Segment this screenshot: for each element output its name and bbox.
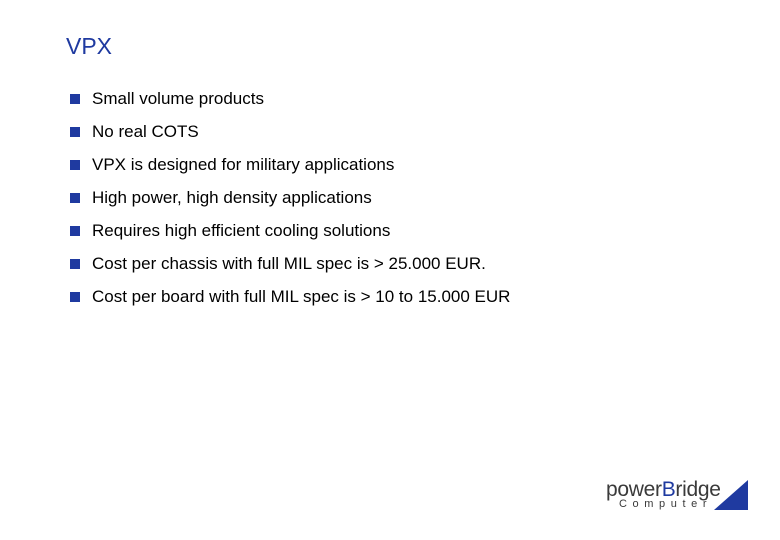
logo-word-suffix: ridge (675, 478, 721, 501)
bullet-text: No real COTS (92, 121, 199, 141)
square-bullet-icon (70, 193, 80, 203)
bullet-text: Small volume products (92, 88, 264, 108)
bullet-text: VPX is designed for military applications (92, 154, 395, 174)
bullet-text: Cost per chassis with full MIL spec is > 25.000 EUR. (92, 253, 486, 273)
square-bullet-icon (70, 160, 80, 170)
list-item (70, 82, 510, 115)
bullet-text: Requires high efficient cooling solutions (92, 220, 391, 240)
list-item (70, 115, 510, 148)
square-bullet-icon (70, 127, 80, 137)
logo-word-prefix: power (606, 478, 662, 501)
square-bullet-icon (70, 259, 80, 269)
bullet-text: Cost per board with full MIL spec is > 10 to 15.000 EUR (92, 286, 511, 306)
powerbridge-logo (606, 478, 748, 514)
list-item (70, 247, 510, 280)
logo-subtitle: Computer (619, 498, 713, 510)
square-bullet-icon (70, 226, 80, 236)
list-item (70, 214, 510, 247)
bullet-text: High power, high density applications (92, 187, 372, 207)
logo-word-accent: B (661, 478, 676, 501)
square-bullet-icon (70, 292, 80, 302)
blue-triangle-icon (714, 480, 748, 510)
bullet-list (70, 82, 510, 313)
square-bullet-icon (70, 94, 80, 104)
list-item (70, 148, 510, 181)
list-item (70, 181, 510, 214)
slide-title: VPX (66, 33, 113, 59)
list-item (70, 280, 510, 313)
